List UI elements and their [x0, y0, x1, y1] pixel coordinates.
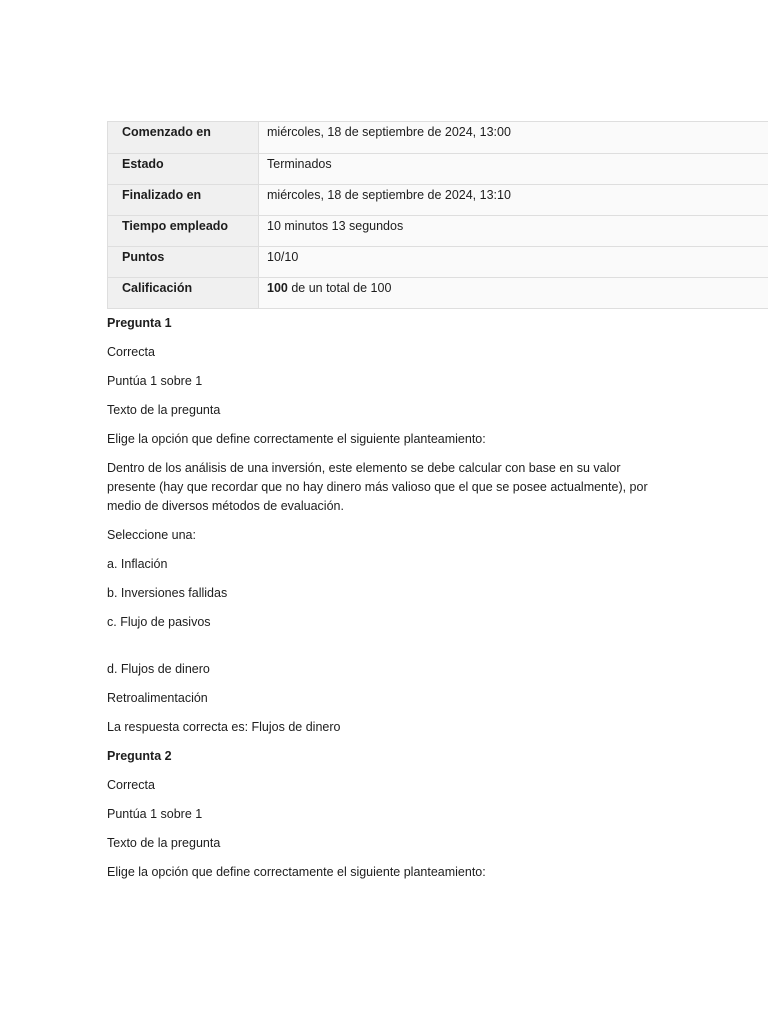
summary-row-finished	[108, 185, 768, 216]
question-1-option-d: d. Flujos de dinero	[107, 662, 210, 676]
summary-value: Terminados	[259, 154, 768, 185]
summary-row-time-spent	[108, 216, 768, 247]
summary-label: Calificación	[108, 278, 259, 309]
grade-suffix: de un total de 100	[287, 281, 392, 295]
question-1-title: Pregunta 1	[107, 316, 172, 330]
question-2-text-heading: Texto de la pregunta	[107, 836, 221, 850]
summary-label: Tiempo empleado	[108, 216, 259, 247]
question-1-statement: Dentro de los análisis de una inversión, este elemento se debe calcular con base en su valor presente (hay que recordar que no hay dinero más valioso que el que se posee actualmente), por medio de diversos métodos de evaluación.	[107, 461, 648, 513]
question-1-option-a: a. Inflación	[107, 557, 168, 571]
quiz-review-content	[107, 314, 667, 882]
question-2-status: Correcta	[107, 778, 155, 792]
summary-value	[259, 278, 768, 309]
summary-row-points	[108, 247, 768, 278]
question-1-feedback: La respuesta correcta es: Flujos de dinero	[107, 720, 341, 734]
question-1-score: Puntúa 1 sobre 1	[107, 374, 203, 388]
attempt-summary-table	[107, 121, 768, 309]
question-2-instruction: Elige la opción que define correctamente el siguiente planteamiento:	[107, 865, 486, 879]
summary-label: Estado	[108, 154, 259, 185]
question-2-title: Pregunta 2	[107, 749, 172, 763]
question-2-score: Puntúa 1 sobre 1	[107, 807, 203, 821]
grade-value: 100	[267, 281, 288, 295]
summary-row-grade	[108, 278, 768, 309]
summary-value: miércoles, 18 de septiembre de 2024, 13:10	[259, 185, 768, 216]
question-1-status: Correcta	[107, 345, 155, 359]
summary-value: 10 minutos 13 segundos	[259, 216, 768, 247]
question-1-option-c: c. Flujo de pasivos	[107, 615, 211, 629]
summary-label: Finalizado en	[108, 185, 259, 216]
summary-value: miércoles, 18 de septiembre de 2024, 13:00	[259, 122, 768, 154]
summary-row-started	[108, 122, 768, 154]
question-1-text-heading: Texto de la pregunta	[107, 403, 221, 417]
question-1-feedback-heading: Retroalimentación	[107, 691, 208, 705]
summary-label: Puntos	[108, 247, 259, 278]
summary-label: Comenzado en	[108, 122, 259, 154]
question-1-prompt: Seleccione una:	[107, 528, 196, 542]
summary-row-state	[108, 154, 768, 185]
question-1-instruction: Elige la opción que define correctamente el siguiente planteamiento:	[107, 432, 486, 446]
question-1-option-b: b. Inversiones fallidas	[107, 586, 228, 600]
summary-value: 10/10	[259, 247, 768, 278]
